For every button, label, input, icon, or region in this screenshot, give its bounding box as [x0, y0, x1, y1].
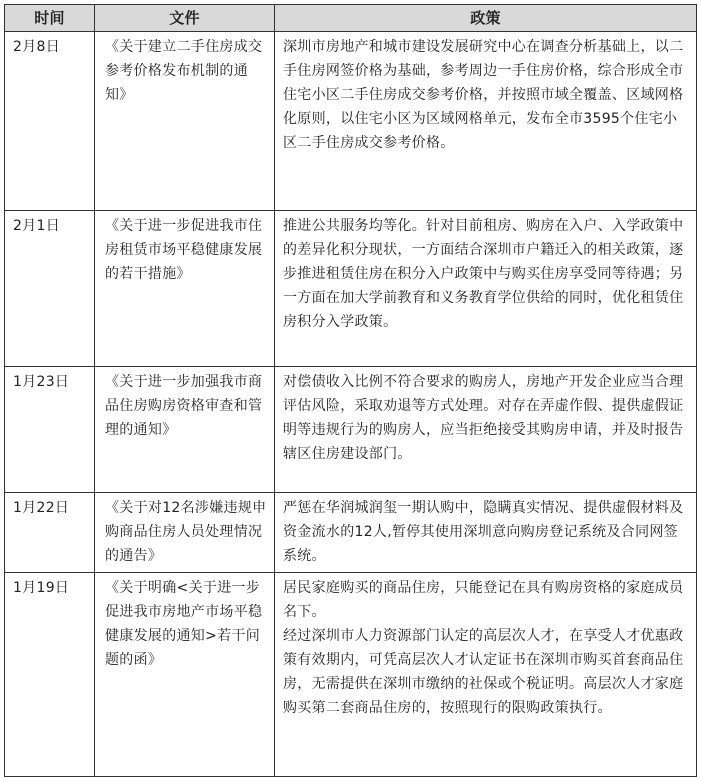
- policy-paragraph: 对偿债收入比例不符合要求的购房人，房地产开发企业应当合理评估风险，采取劝退等方式处理。对存在弄虚作假、提供虚假证明等违规行为的购房人，应当拒绝接受其购房申请，并及时报告辖区住房建设部门。: [283, 374, 684, 462]
- policy-cell: [275, 32, 697, 211]
- document-cell: 《关于对12名涉嫌违规申购商品住房人员处理情况的通告》: [95, 493, 275, 573]
- header-document: 文件: [95, 5, 275, 32]
- document-cell: 《关于进一步促进我市住房租赁市场平稳健康发展的若干措施》: [95, 211, 275, 367]
- header-date: 时间: [5, 5, 95, 32]
- date-cell: 1月23日: [5, 367, 95, 493]
- table-row: [5, 493, 697, 573]
- header-row: [5, 5, 697, 32]
- table-row: [5, 211, 697, 367]
- table-header: [5, 5, 697, 32]
- policy-paragraph: 严惩在华润城润玺一期认购中，隐瞒真实情况、提供虚假材料及资金流水的12人,暂停其使用深圳意向购房登记系统及合同网签系统。: [283, 500, 684, 564]
- policy-paragraph: 深圳市房地产和城市建设发展研究中心在调查分析基础上，以二手住房网签价格为基础，参考周边一手住房价格，综合形成全市住宅小区二手住房成交参考价格，并按照市域全覆盖、区域网格化原则，以住宅小区为区域网格单元，发布全市3595个住宅小区二手住房成交参考价格。: [283, 39, 684, 151]
- header-policy: 政策: [275, 5, 697, 32]
- date-cell: 2月8日: [5, 32, 95, 211]
- policy-cell: [275, 493, 697, 573]
- document-cell: 《关于建立二手住房成交参考价格发布机制的通知》: [95, 32, 275, 211]
- table-row: [5, 32, 697, 211]
- policy-cell: [275, 573, 697, 777]
- table-row: [5, 573, 697, 777]
- policy-paragraph: 经过深圳市人力资源部门认定的高层次人才，在享受人才优惠政策有效期内，可凭高层次人才认定证书在深圳市购买首套商品住房，无需提供在深圳市缴纳的社保或个税证明。高层次人才家庭购买第二套商品住房的，按照现行的限购政策执行。: [283, 628, 684, 716]
- document-cell: 《关于进一步加强我市商品住房购房资格审查和管理的通知》: [95, 367, 275, 493]
- policy-paragraph: 居民家庭购买的商品住房，只能登记在具有购房资格的家庭成员名下。: [283, 580, 684, 620]
- document-cell: 《关于明确<关于进一步促进我市房地产市场平稳健康发展的通知>若干问题的函》: [95, 573, 275, 777]
- table-row: [5, 367, 697, 493]
- policy-cell: [275, 367, 697, 493]
- date-cell: 2月1日: [5, 211, 95, 367]
- date-cell: 1月19日: [5, 573, 95, 777]
- date-cell: 1月22日: [5, 493, 95, 573]
- table-body: [5, 32, 697, 777]
- policy-cell: [275, 211, 697, 367]
- policy-paragraph: 推进公共服务均等化。针对目前租房、购房在入户、入学政策中的差异化积分现状，一方面结合深圳市户籍迁入的相关政策，逐步推进租赁住房在积分入户政策中与购买住房享受同等待遇；另一方面在加大学前教育和义务教育学位供给的同时，优化租赁住房积分入学政策。: [283, 218, 684, 330]
- policy-table: [4, 4, 697, 777]
